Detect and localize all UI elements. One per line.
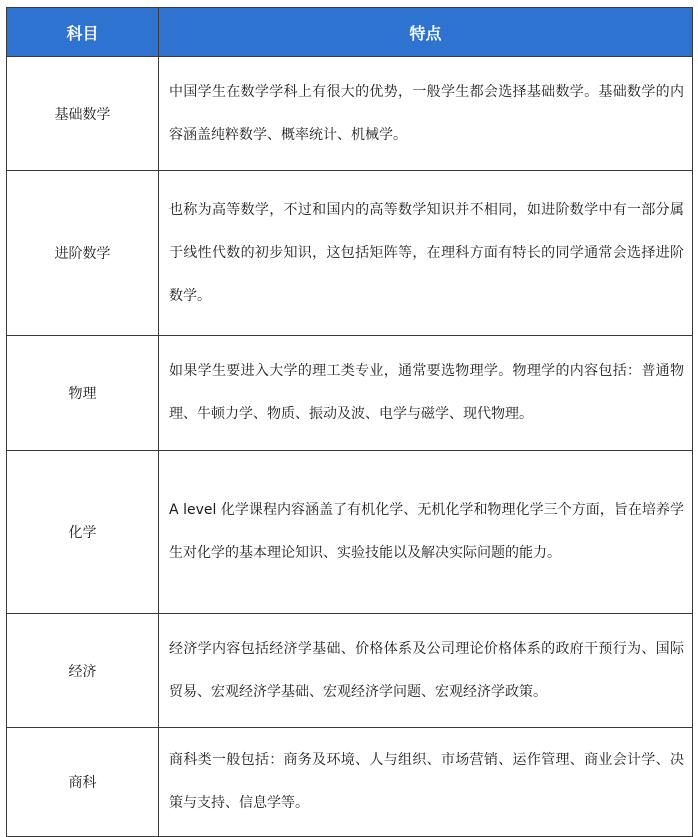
feature-cell	[159, 728, 693, 837]
feature-text: 也称为高等数学，不过和国内的高等数学知识并不相同，如进阶数学中有一部分属于线性代数的初步知识，这包括矩阵等，在理科方面有特长的同学通常会选择进阶数学。	[169, 201, 684, 304]
feature-text: 经济学内容包括经济学基础、价格体系及公司理论价格体系的政府干预行为、国际贸易、宏观经济学基础、宏观经济学问题、宏观经济学政策。	[169, 640, 684, 700]
header-subject: 科目	[7, 8, 159, 57]
table-header-row	[7, 8, 693, 57]
feature-cell	[159, 451, 693, 614]
subject-cell: 商科	[7, 728, 159, 837]
table-row	[7, 336, 693, 451]
subject-cell: 化学	[7, 451, 159, 614]
table-row	[7, 57, 693, 171]
table-row	[7, 451, 693, 614]
subject-cell: 基础数学	[7, 57, 159, 171]
feature-text: 如果学生要进入大学的理工类专业，通常要选物理学。物理学的内容包括：普通物理、牛顿力学、物质、振动及波、电学与磁学、现代物理。	[169, 363, 684, 422]
feature-cell	[159, 171, 693, 336]
feature-text: A level 化学课程内容涵盖了有机化学、无机化学和物理化学三个方面，旨在培养学生对化学的基本理论知识、实验技能以及解决实际问题的能力。	[169, 502, 684, 561]
feature-text: 商科类一般包括：商务及环境、人与组织、市场营销、运作管理、商业会计学、决策与支持、信息学等。	[169, 752, 684, 811]
subject-cell: 进阶数学	[7, 171, 159, 336]
subjects-table	[6, 7, 693, 837]
subject-cell: 经济	[7, 614, 159, 728]
header-feature: 特点	[159, 8, 693, 57]
subject-cell: 物理	[7, 336, 159, 451]
table-row	[7, 171, 693, 336]
feature-cell	[159, 57, 693, 171]
table-row	[7, 614, 693, 728]
table-row	[7, 728, 693, 837]
feature-text: 中国学生在数学学科上有很大的优势，一般学生都会选择基础数学。基础数学的内容涵盖纯粹数学、概率统计、机械学。	[169, 83, 684, 143]
feature-cell	[159, 614, 693, 728]
feature-cell	[159, 336, 693, 451]
